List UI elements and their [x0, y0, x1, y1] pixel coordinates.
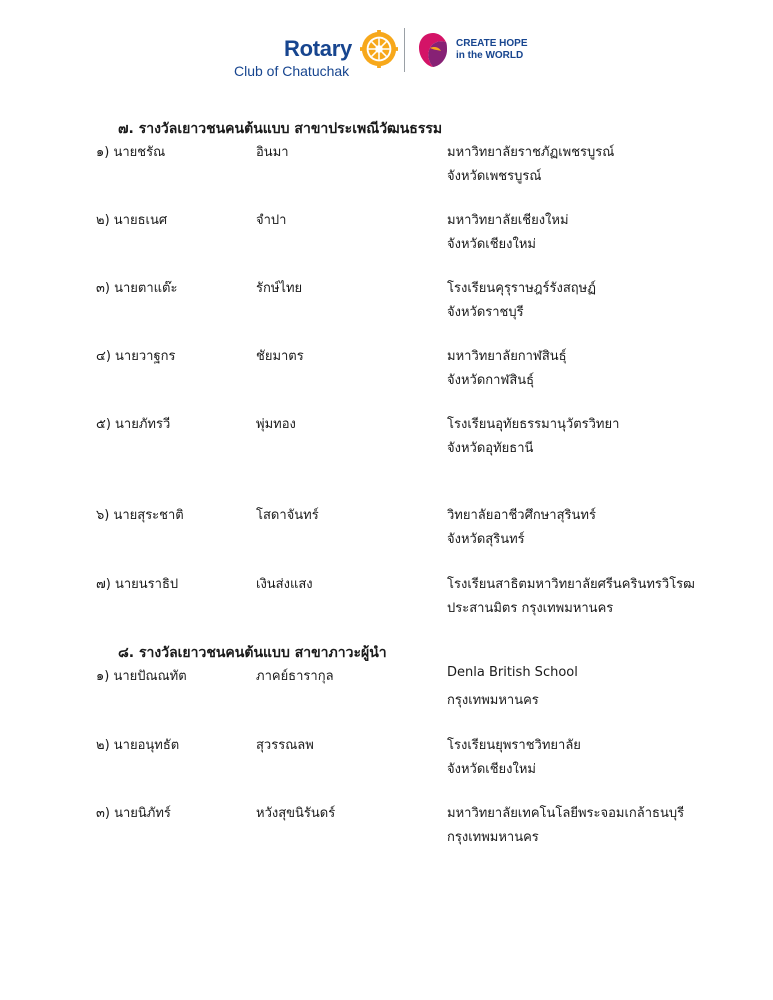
province: จังหวัดเพชรบูรณ์	[447, 169, 542, 184]
last-name: รักษ์ไทย	[256, 281, 303, 296]
institution: มหาวิทยาลัยเทคโนโลยีพระจอมเกล้าธนบุรี	[447, 806, 685, 821]
institution: มหาวิทยาลัยกาฬสินธุ์	[447, 349, 567, 364]
rotary-wordmark: Rotary	[284, 36, 352, 61]
institution: วิทยาลัยอาชีวศึกษาสุรินทร์	[447, 508, 596, 523]
province: กรุงเทพมหานคร	[447, 693, 539, 708]
list-item	[0, 345, 773, 395]
list-item	[0, 802, 773, 852]
list-item	[0, 141, 773, 191]
list-item	[0, 209, 773, 259]
first-name: ๑) นายปัณณทัต	[96, 669, 187, 684]
first-name: ๓) นายนิภัทร์	[96, 806, 171, 821]
first-name: ๖) นายสุระชาติ	[96, 508, 184, 523]
institution: โรงเรียนสาธิตมหาวิทยาลัยศรีนครินทรวิโรฒ	[447, 577, 695, 592]
first-name: ๑) นายชรัณ	[96, 145, 166, 160]
last-name: หวังสุขนิรันดร์	[256, 806, 336, 821]
list-item	[0, 277, 773, 327]
first-name: ๓) นายตาแต๊ะ	[96, 281, 178, 296]
institution: โรงเรียนอุทัยธรรมานุวัตรวิทยา	[447, 417, 620, 432]
last-name: สุวรรณลพ	[256, 738, 314, 753]
first-name: ๕) นายภัทรวี	[96, 417, 171, 432]
section-title-leadership: ๘. รางวัลเยาวชนคนต้นแบบ สาขาภาวะผู้นำ	[118, 645, 387, 661]
section-title-cultural: ๗. รางวัลเยาวชนคนต้นแบบ สาขาประเพณีวัฒนธรรม	[118, 121, 443, 137]
first-name: ๒) นายอนุทธัต	[96, 738, 180, 753]
list-item	[0, 504, 773, 554]
club-name: Club of Chatuchak	[234, 63, 350, 79]
create-hope-logo-icon	[416, 30, 450, 70]
last-name: พุ่มทอง	[256, 417, 296, 432]
institution: โรงเรียนยุพราชวิทยาลัย	[447, 738, 581, 753]
last-name: จำปา	[256, 213, 287, 228]
list-item	[0, 665, 773, 715]
first-name: ๔) นายวาฐกร	[96, 349, 176, 364]
institution: มหาวิทยาลัยเชียงใหม่	[447, 213, 569, 228]
logo-divider	[404, 28, 405, 72]
province: กรุงเทพมหานคร	[447, 830, 539, 845]
list-item	[0, 413, 773, 463]
last-name: โสดาจันทร์	[256, 508, 319, 523]
first-name: ๗) นายนราธิป	[96, 577, 179, 592]
rotary-wheel-icon	[360, 30, 398, 68]
province: จังหวัดเชียงใหม่	[447, 237, 536, 252]
create-hope-text: CREATE HOPE in the WORLD	[456, 38, 528, 61]
header-logos	[232, 26, 532, 78]
last-name: ชัยมาตร	[256, 349, 304, 364]
province: จังหวัดกาฬสินธุ์	[447, 373, 535, 388]
province: จังหวัดราชบุรี	[447, 305, 524, 320]
province: จังหวัดเชียงใหม่	[447, 762, 536, 777]
list-item	[0, 734, 773, 784]
last-name: ภาคย์ธารากุล	[256, 669, 334, 684]
province: จังหวัดสุรินทร์	[447, 532, 525, 547]
province: จังหวัดอุทัยธานี	[447, 441, 534, 456]
last-name: อินมา	[256, 145, 289, 160]
last-name: เงินส่งแสง	[256, 577, 313, 592]
institution: โรงเรียนคุรุราษฎร์รังสฤษฏ์	[447, 281, 596, 296]
institution: มหาวิทยาลัยราชภัฏเพชรบูรณ์	[447, 145, 615, 160]
first-name: ๒) นายธเนศ	[96, 213, 168, 228]
list-item	[0, 573, 773, 623]
institution: Denla British School	[447, 665, 578, 680]
province: ประสานมิตร กรุงเทพมหานคร	[447, 601, 614, 616]
